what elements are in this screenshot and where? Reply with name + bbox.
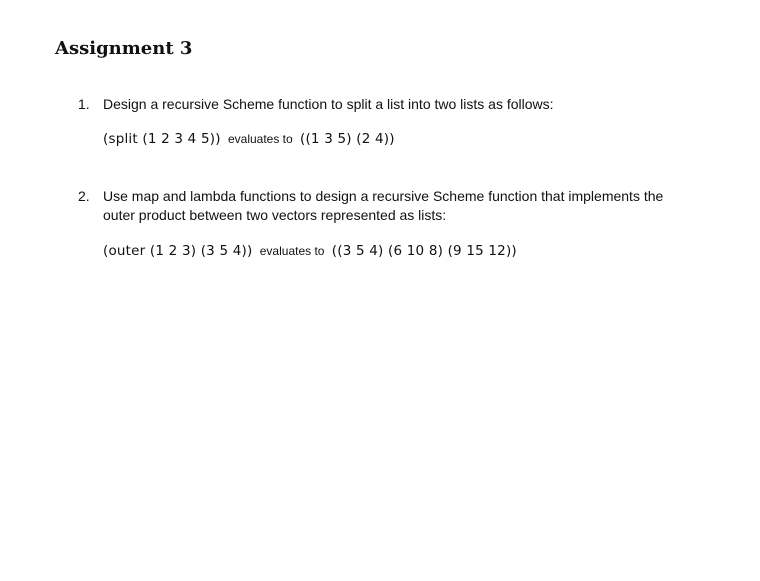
question-number: 1. — [78, 96, 90, 112]
example-output: ((3 5 4) (6 10 8) (9 15 12)) — [331, 243, 517, 259]
example-connector: evaluates to — [259, 244, 325, 258]
example-input: (outer (1 2 3) (3 5 4)) — [103, 243, 253, 259]
example-output: ((1 3 5) (2 4)) — [299, 131, 395, 147]
assignment-title: Assignment 3 — [55, 38, 193, 59]
question-example — [103, 242, 517, 260]
example-input: (split (1 2 3 4 5)) — [103, 131, 221, 147]
question-example — [103, 130, 395, 148]
example-connector: evaluates to — [227, 132, 293, 146]
question-text: Design a recursive Scheme function to split a list into two lists as follows: — [103, 96, 554, 112]
question-number: 2. — [78, 188, 90, 204]
question-text: Use map and lambda functions to design a recursive Scheme function that implements the outer product between two vectors represented as lists: — [103, 188, 664, 223]
